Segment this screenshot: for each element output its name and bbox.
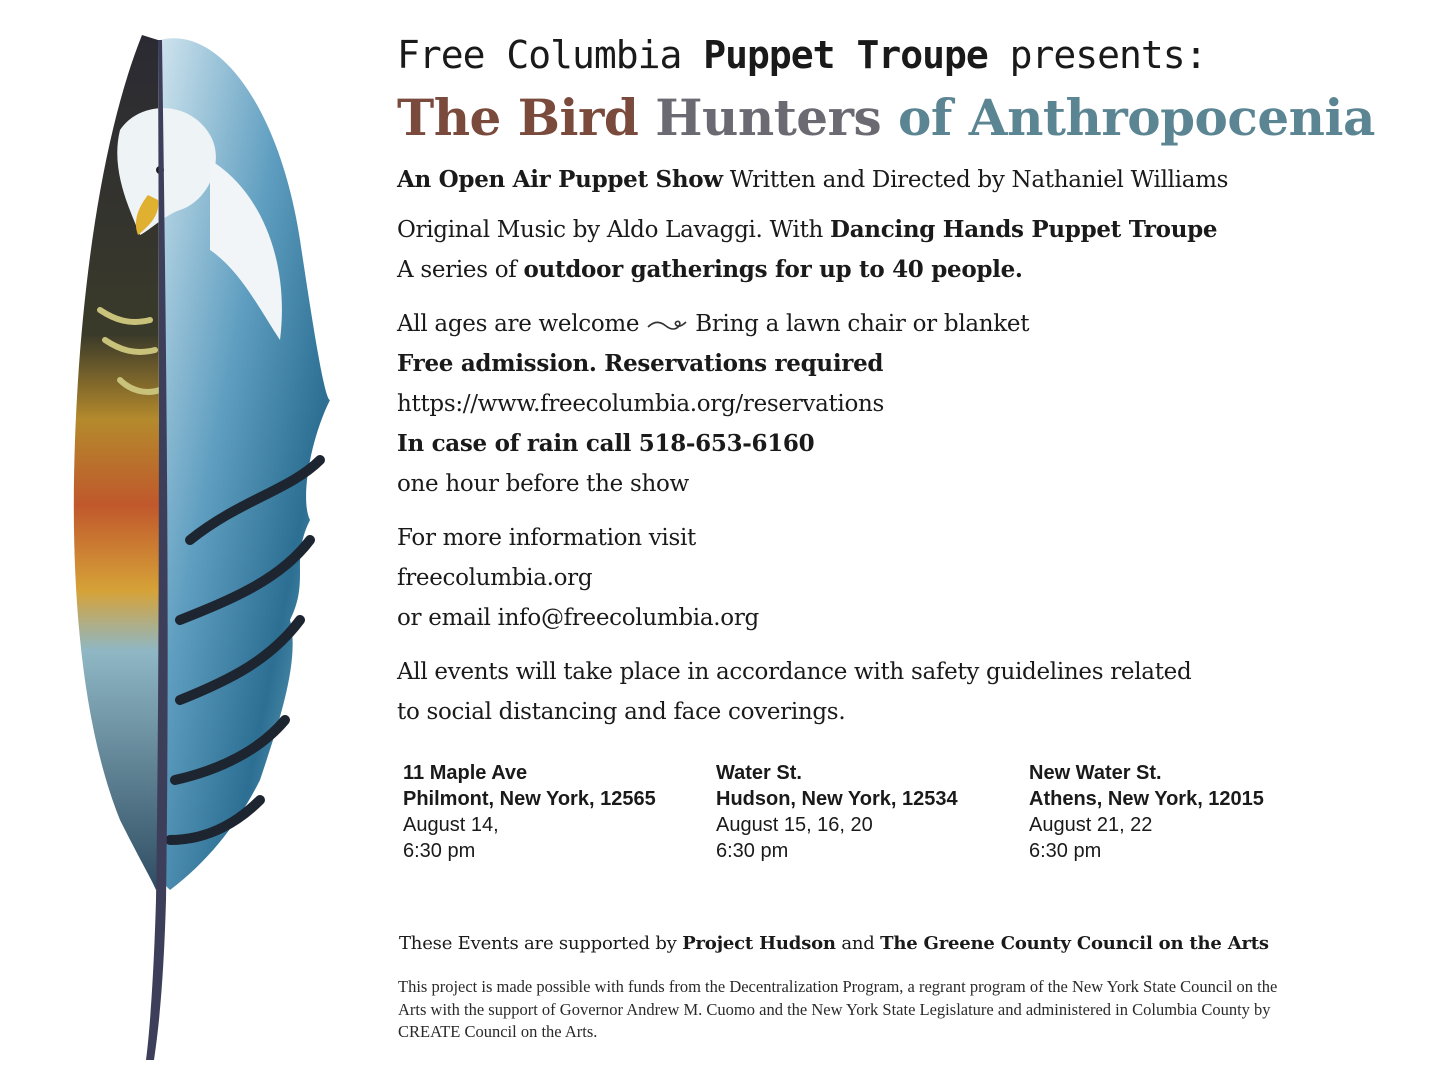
rain-line: In case of rain call 518-653-6160 (397, 430, 815, 457)
safety-line-1: All events will take place in accordance with safety guidelines related (397, 659, 1192, 685)
title-part-1: The Bird (397, 88, 656, 147)
rain-note: one hour before the show (397, 471, 689, 497)
location-time: 6:30 pm (403, 840, 476, 862)
location-street: New Water St. (1029, 762, 1162, 784)
sponsor-greene-county: The Greene County Council on the Arts (880, 933, 1269, 954)
title-part-2: Hunters (655, 88, 899, 147)
location-dates: August 14, (403, 814, 499, 836)
support-line: These Events are supported by Project Hudson and The Greene County Council on the Arts (399, 933, 1269, 954)
location-dates: August 21, 22 (1029, 814, 1153, 836)
ages-line: All ages are welcome Bring a lawn chair or blanket (397, 311, 1030, 337)
safety-line-2: to social distancing and face coverings. (397, 699, 846, 725)
location-street: 11 Maple Ave (403, 762, 528, 784)
location-athens (1029, 760, 1342, 864)
title-part-3: of Anthropocenia (898, 88, 1375, 147)
more-info-line: For more information visit (397, 525, 696, 551)
location-city: Hudson, New York, 12534 (716, 788, 958, 810)
location-dates: August 15, 16, 20 (716, 814, 873, 836)
website-link[interactable]: freecolumbia.org (397, 565, 593, 591)
location-time: 6:30 pm (1029, 840, 1102, 862)
credits-line-3: A series of outdoor gatherings for up to 40 people. (397, 256, 1023, 283)
reservations-link[interactable]: https://www.freecolumbia.org/reservations (397, 391, 885, 417)
location-philmont (403, 760, 716, 864)
presents-line (397, 28, 1397, 82)
feather-illustration (60, 20, 350, 1065)
location-hudson (716, 760, 1029, 864)
sponsor-project-hudson: Project Hudson (682, 933, 836, 954)
swirl-ornament-icon (646, 318, 688, 332)
credits-line-2: Original Music by Aldo Lavaggi. With Dancing Hands Puppet Troupe (397, 216, 1218, 243)
locations-list (403, 760, 1363, 864)
location-city: Athens, New York, 12015 (1029, 788, 1264, 810)
show-title (397, 86, 1397, 150)
funding-fine-print: This project is made possible with funds from the Decentralization Program, a regrant program of the New York State Council on the Arts with the support of Governor Andrew M. Cuomo and the New York State Legislature and administered in Columbia County by CREATE Council on the Arts. (398, 977, 1278, 1041)
location-street: Water St. (716, 762, 802, 784)
email-line[interactable]: or email info@freecolumbia.org (397, 605, 759, 631)
admission-line: Free admission. Reservations required (397, 350, 884, 377)
location-city: Philmont, New York, 12565 (403, 788, 656, 810)
location-time: 6:30 pm (716, 840, 789, 862)
presents-pre: Free Columbia (397, 33, 704, 77)
troupe-name: Puppet Troupe (703, 33, 988, 77)
credits-line-1: An Open Air Puppet Show Written and Directed by Nathaniel Williams (397, 166, 1229, 193)
presents-post: presents: (987, 33, 1207, 77)
